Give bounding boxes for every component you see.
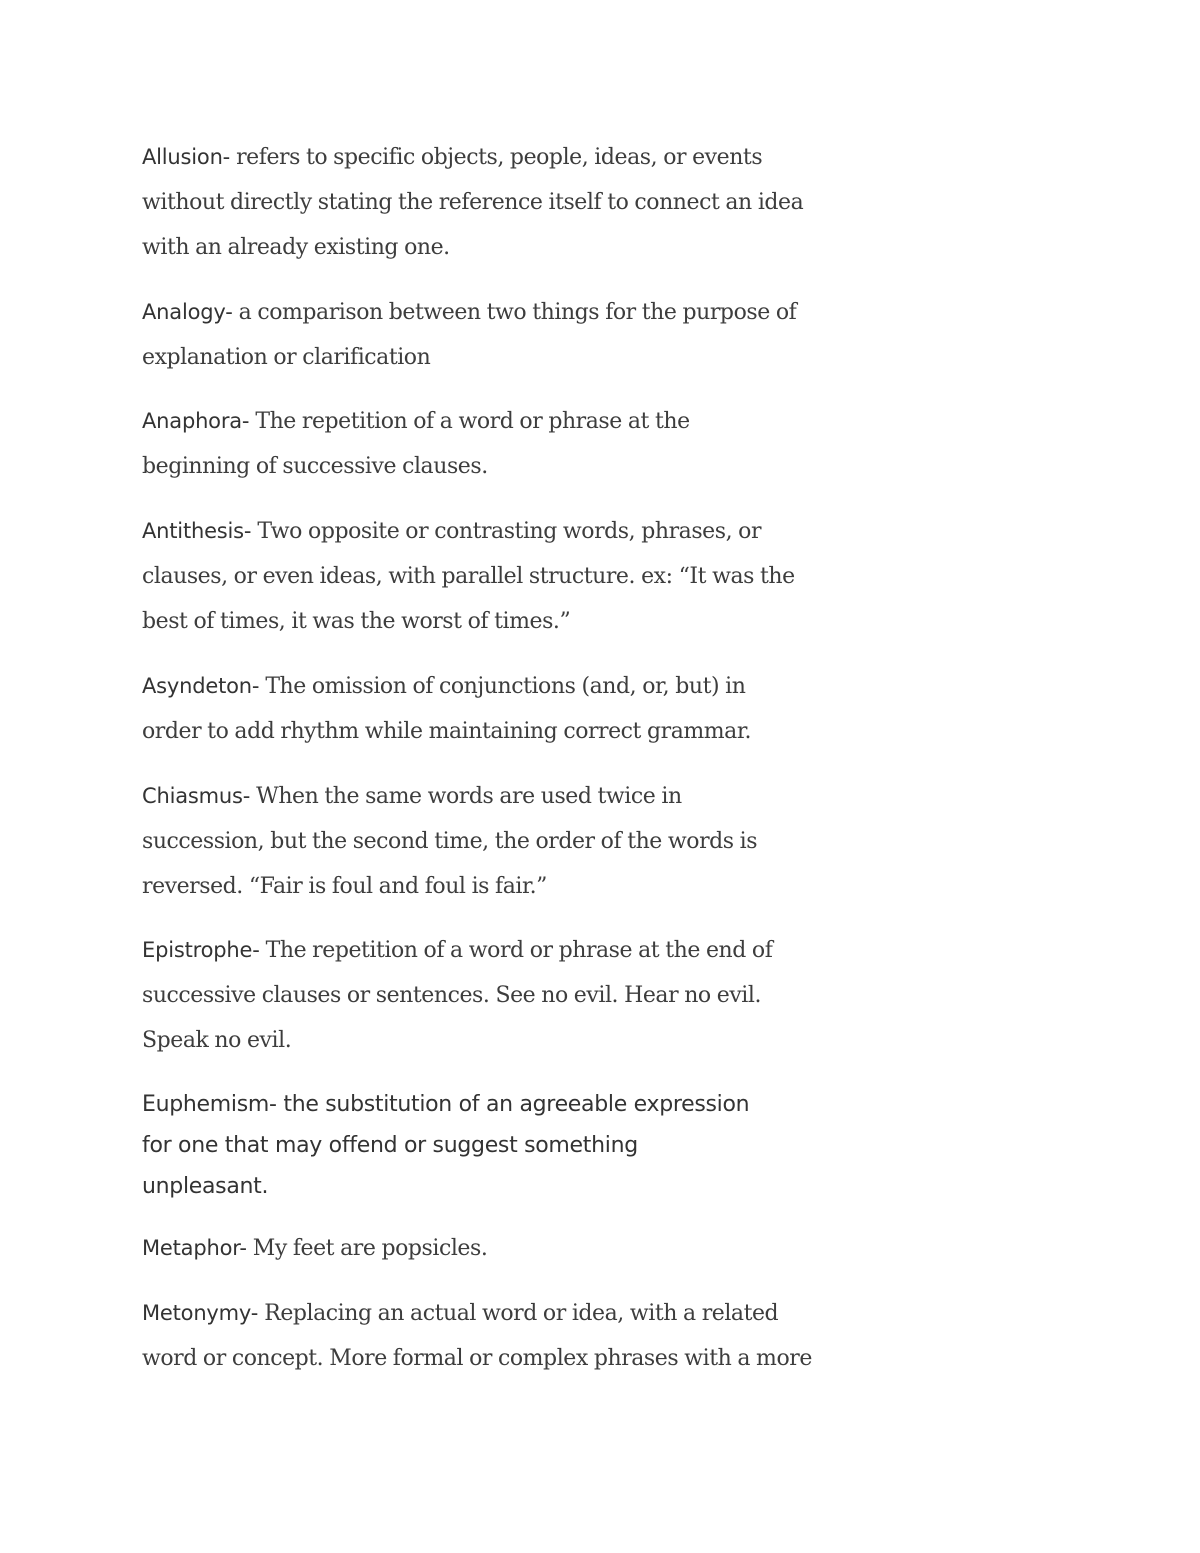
definition-text: The repetition of a word or phrase at the end of [265, 938, 773, 963]
entry-asyndeton [142, 664, 842, 754]
entry-line [142, 509, 842, 554]
definition-text: Two opposite or contrasting words, phrases, or [257, 519, 762, 544]
definition-text: The repetition of a word or phrase at the [255, 409, 690, 434]
definition-text: best of times, it was the worst of times.” [142, 609, 571, 634]
entry-line [142, 1084, 842, 1125]
definition-text: Speak no evil. [142, 1028, 292, 1053]
definition-text: without directly stating the reference itself to connect an idea [142, 190, 804, 215]
entry-metaphor [142, 1226, 842, 1271]
definition-text: order to add rhythm while maintaining correct grammar. [142, 719, 752, 744]
term-label: Metonymy- [142, 1301, 259, 1325]
definition-text: a comparison between two things for the purpose of [238, 300, 797, 325]
entry-line [142, 664, 842, 709]
term-label: Metaphor- [142, 1236, 247, 1260]
definition-text: word or concept. More formal or complex phrases with a more [142, 1346, 812, 1371]
term-label: Analogy- [142, 300, 233, 324]
definition-text: The omission of conjunctions (and, or, but) in [265, 674, 746, 699]
definition-text: unpleasant. [142, 1174, 269, 1199]
term-label: Anaphora- [142, 409, 250, 433]
definition-text: My feet are popsicles. [252, 1236, 488, 1261]
term-label: Allusion- [142, 145, 231, 169]
entry-allusion [142, 135, 842, 270]
entry-antithesis [142, 509, 842, 644]
definition-text: When the same words are used twice in [256, 784, 682, 809]
entry-euphemism [142, 1084, 842, 1207]
entry-line [142, 135, 842, 180]
entry-analogy [142, 290, 842, 380]
entry-anaphora [142, 399, 842, 489]
term-label: Epistrophe- [142, 938, 260, 962]
term-label: Antithesis- [142, 519, 252, 543]
definition-text: Replacing an actual word or idea, with a related [264, 1301, 779, 1326]
definition-text: succession, but the second time, the order of the words is [142, 829, 758, 854]
definition-text: beginning of successive clauses. [142, 454, 488, 479]
definition-text: reversed. “Fair is foul and foul is fair.” [142, 874, 547, 899]
entry-line [142, 290, 842, 335]
term-label: Chiasmus- [142, 784, 251, 808]
entry-line [142, 928, 842, 973]
entry-line [142, 774, 842, 819]
entry-epistrophe [142, 928, 842, 1063]
definition-text: clauses, or even ideas, with parallel structure. ex: “It was the [142, 564, 795, 589]
definition-text: the substitution of an agreeable expression [283, 1092, 750, 1117]
entry-chiasmus [142, 774, 842, 909]
entry-metonymy [142, 1291, 842, 1381]
term-label: Asyndeton- [142, 674, 260, 698]
definition-text: successive clauses or sentences. See no evil. Hear no evil. [142, 983, 762, 1008]
entry-line [142, 1291, 842, 1336]
definition-text: explanation or clarification [142, 345, 431, 370]
definition-text: for one that may offend or suggest something [142, 1133, 638, 1158]
definition-text: with an already existing one. [142, 235, 450, 260]
definition-text: refers to specific objects, people, ideas, or events [236, 145, 763, 170]
entry-line [142, 399, 842, 444]
term-label: Euphemism- [142, 1092, 277, 1117]
entry-line [142, 1226, 842, 1271]
